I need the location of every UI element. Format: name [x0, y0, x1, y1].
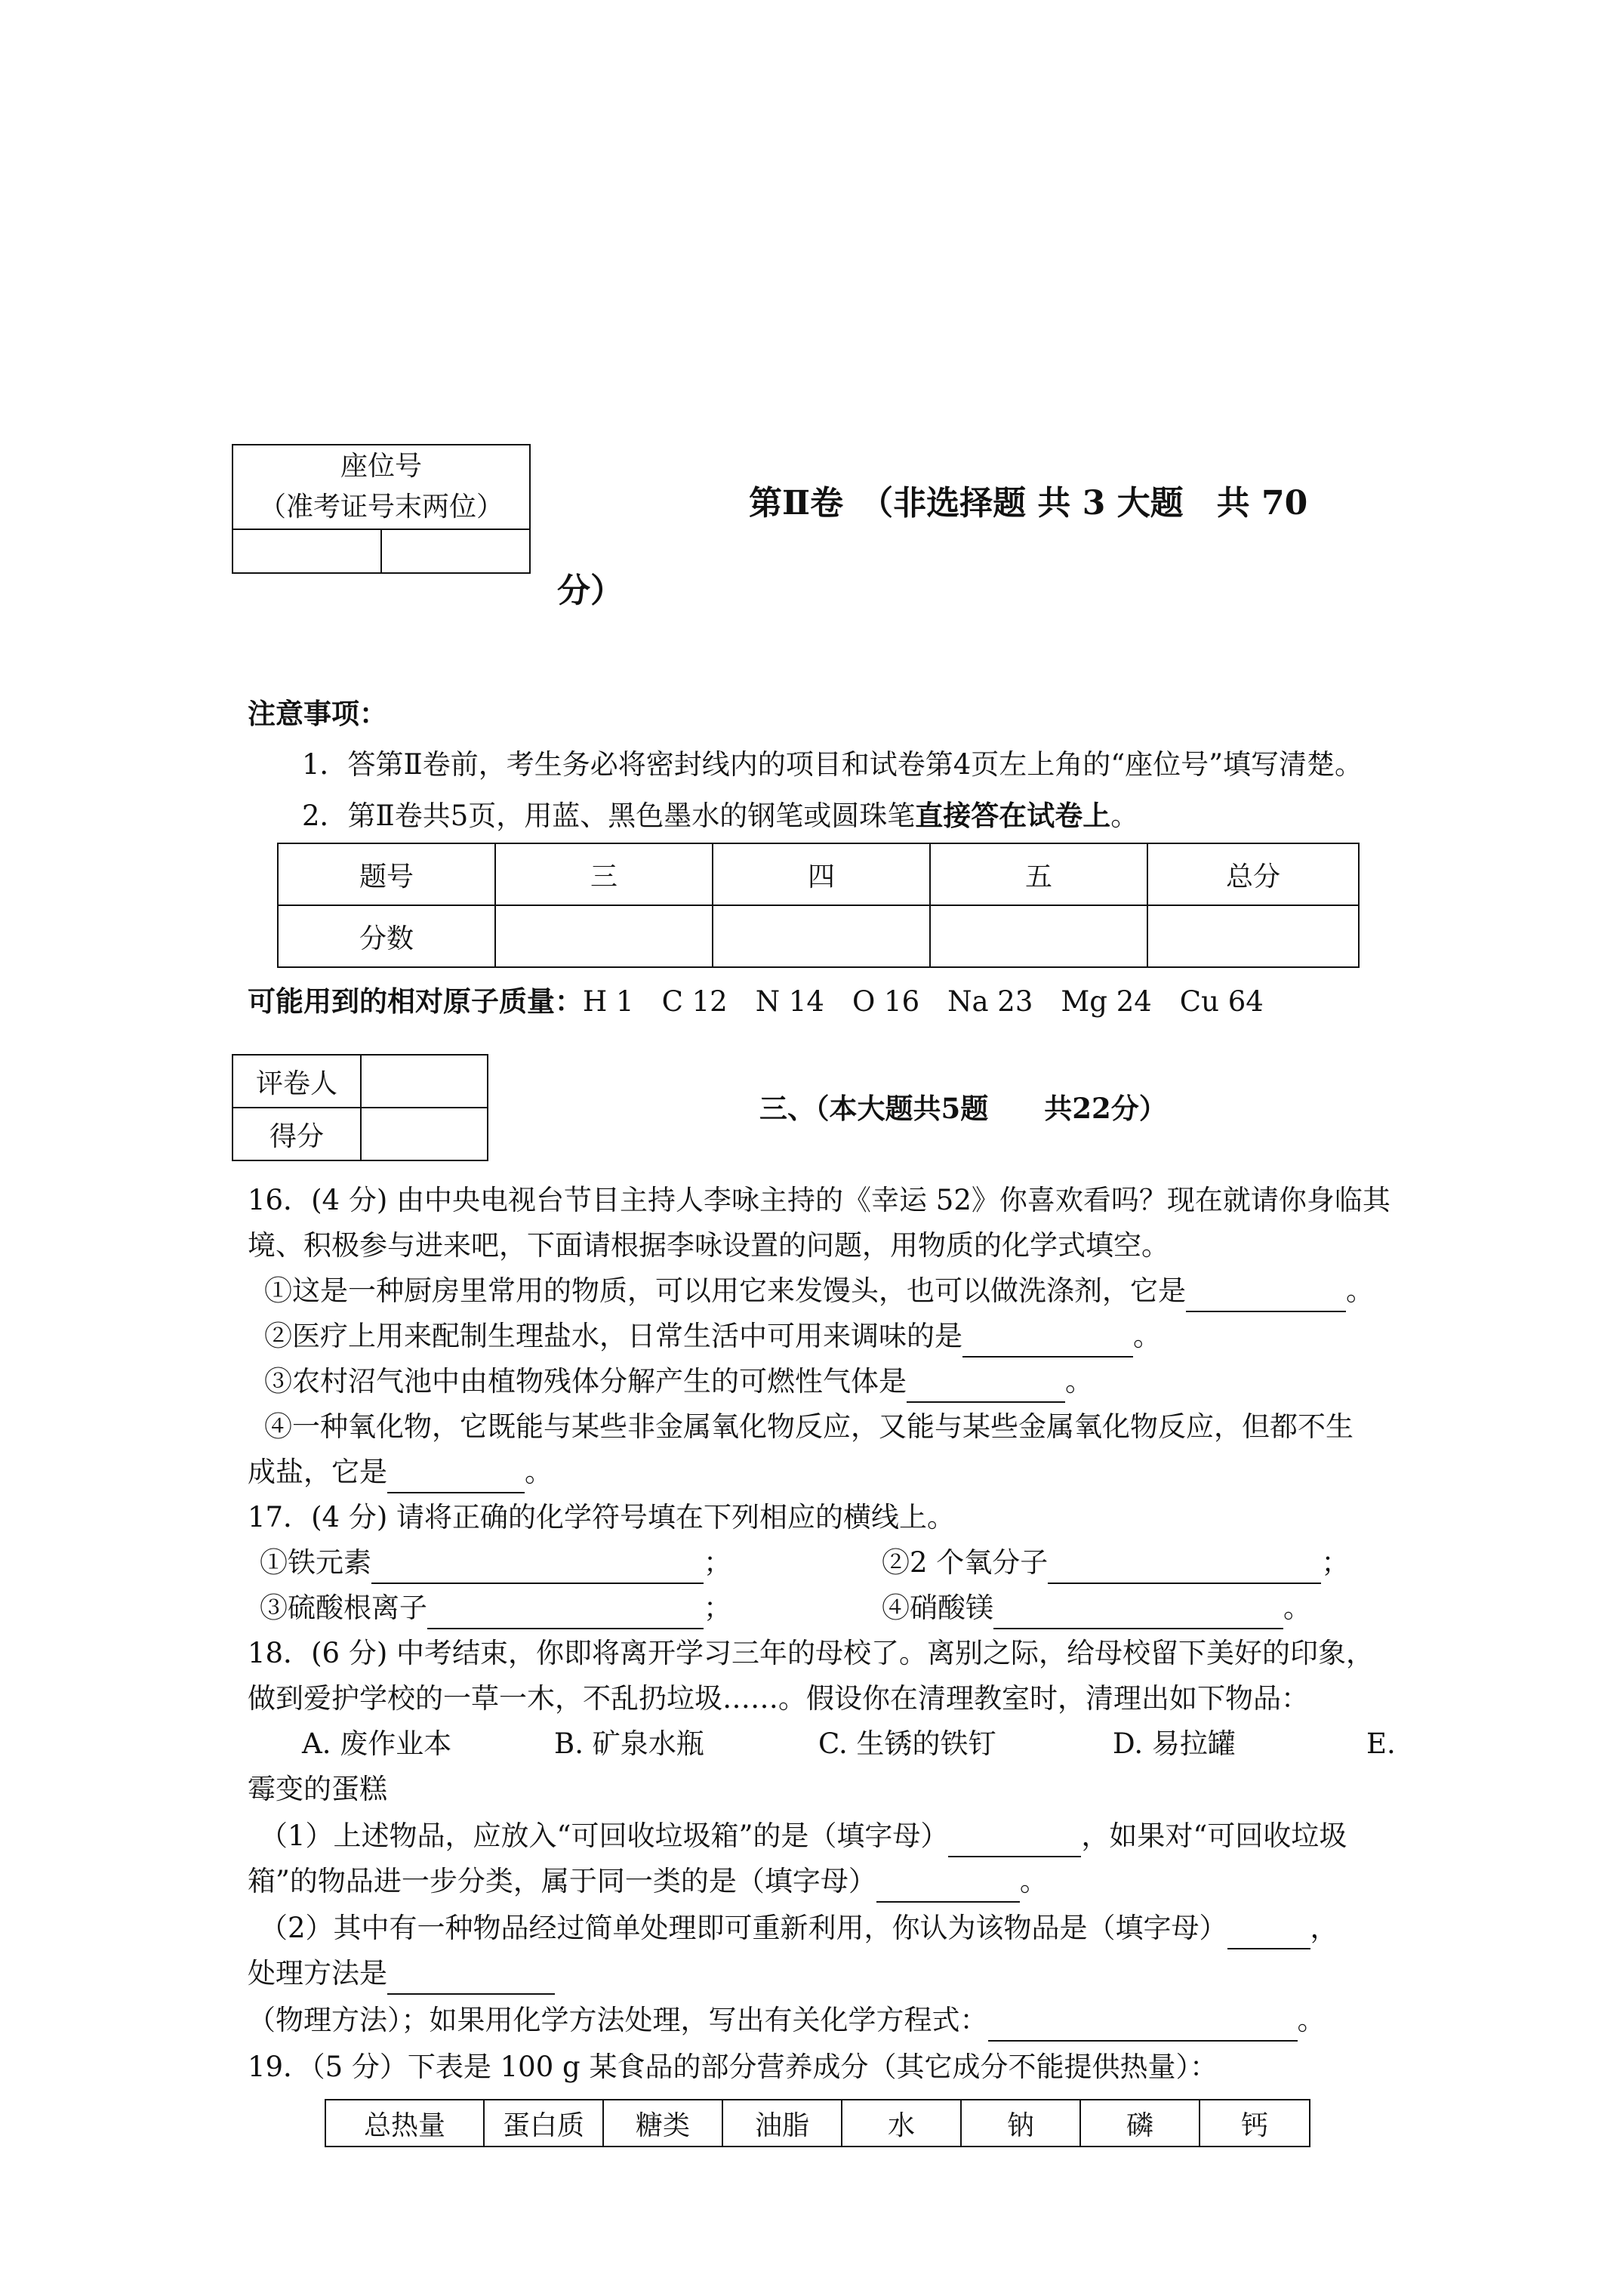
q18-line-1: 18．(6 分) 中考结束，你即将离开学习三年的母校了。离别之际，给母校留下美好的印象，: [248, 1637, 1375, 1669]
q16-item-4-text: 成盐，它是: [248, 1456, 387, 1488]
q18-option-e-text: 霉变的蛋糕: [248, 1773, 387, 1805]
q16-item-2: [264, 1315, 1161, 1358]
atomic-mass-line: [248, 978, 1264, 1019]
q16-answer-3[interactable]: [907, 1371, 1065, 1403]
q16-answer-4[interactable]: [387, 1462, 525, 1493]
q17-item-b-text: ②2 个氧分子: [882, 1546, 1049, 1579]
notice-item-2-text: 2．第Ⅱ卷共5页，用蓝、黑色墨水的钢笔或圆珠笔: [302, 800, 916, 832]
q16-line-2: 境、积极参与进来吧，下面请根据李咏设置的问题，用物质的化学式填空。: [248, 1229, 1169, 1262]
q17-item-a-text: ①铁元素: [260, 1546, 371, 1579]
q18-part-2-text-3: （物理方法）；如果用化学方法处理，写出有关化学方程式：: [248, 2004, 988, 2036]
q17-item-c: [260, 1587, 731, 1629]
notice-item-2-end: 。: [1110, 800, 1139, 832]
q18-answer-equation[interactable]: [988, 2010, 1298, 2042]
q17-item-b: [882, 1542, 1349, 1584]
q18-part-1-text-2: ，如果对“可回收垃圾: [1081, 1820, 1347, 1852]
score-table: [277, 843, 1360, 968]
q18-option-c: C. 生锈的铁钉: [818, 1727, 996, 1760]
section-title-line2: 分）: [557, 572, 624, 610]
q18-option-b: B. 矿泉水瓶: [554, 1727, 704, 1760]
q18-part-2-cont: [248, 1952, 555, 1995]
q18-part-1: [260, 1815, 1347, 1857]
score-header-question-no: 题号: [278, 843, 495, 905]
nutrition-header-protein: 蛋白质: [484, 2100, 603, 2147]
grader-box: [232, 1054, 488, 1161]
nutrition-header-phosphorus: 磷: [1080, 2100, 1200, 2147]
nutrition-header-total-heat: 总热量: [325, 2100, 484, 2147]
q17-item-c-text: ③硫酸根离子: [260, 1592, 427, 1624]
notice-item-1: 1．答第Ⅱ卷前，考生务必将密封线内的项目和试卷第4页左上角的“座位号”填写清楚。: [302, 748, 1363, 781]
section-score-label: 得分: [233, 1108, 361, 1160]
q18-part-2-cont-2: [248, 1999, 1326, 2042]
score-row-label: 分数: [278, 905, 495, 967]
q18-answer-2a[interactable]: [1227, 1918, 1310, 1949]
nutrition-table: [325, 2099, 1310, 2147]
score-table-header-row: [278, 843, 1359, 905]
q17-item-d: [882, 1587, 1311, 1629]
q16-line-1: 16．(4 分) 由中央电视台节目主持人李咏主持的《幸运 52》你喜欢看吗？现在就请你身临其: [248, 1184, 1390, 1216]
q18-part-1-text: （1）上述物品，应放入“可回收垃圾箱”的是（填字母）: [260, 1820, 949, 1852]
q16-item-2-period: 。: [1133, 1320, 1161, 1352]
section-3-heading: 三、（本大题共5题 共22分）: [759, 1092, 1167, 1125]
q16-item-3-period: 。: [1065, 1365, 1093, 1398]
notice-item-2: [302, 793, 1138, 834]
nutrition-header-fat: 油脂: [722, 2100, 842, 2147]
section-title-line1: 第Ⅱ卷 （非选择题 共 3 大题 共 70: [749, 484, 1308, 522]
q16-item-4: ④一种氧化物，它既能与某些非金属氧化物反应，又能与某些金属氧化物反应，但都不生: [264, 1410, 1354, 1443]
score-header-section-3: 三: [495, 843, 713, 905]
seat-number-label-cell: [233, 445, 530, 529]
q18-part-2-comma: ，: [1310, 1912, 1338, 1944]
q18-answer-1b[interactable]: [876, 1871, 1020, 1903]
q17-answer-b[interactable]: [1048, 1552, 1321, 1584]
q16-item-1-text: ①这是一种厨房里常用的物质，可以用它来发馒头，也可以做洗涤剂，它是: [264, 1274, 1186, 1307]
score-cell-section-5[interactable]: [930, 905, 1147, 967]
atomic-mass-label: 可能用到的相对原子质量：: [248, 985, 583, 1018]
q16-item-2-text: ②医疗上用来配制生理盐水，日常生活中可用来调味的是: [264, 1320, 962, 1352]
q17-line-1: 17．(4 分) 请将正确的化学符号填在下列相应的横线上。: [248, 1501, 956, 1533]
seat-digit-1[interactable]: [233, 529, 381, 573]
grader-field[interactable]: [361, 1055, 488, 1108]
score-cell-section-3[interactable]: [495, 905, 713, 967]
q18-part-1-period: 。: [1019, 1865, 1048, 1897]
score-header-section-5: 五: [930, 843, 1147, 905]
q18-answer-1a[interactable]: [948, 1826, 1081, 1857]
q18-answer-2b[interactable]: [387, 1963, 555, 1995]
q16-answer-2[interactable]: [962, 1326, 1133, 1358]
nutrition-header-water: 水: [842, 2100, 961, 2147]
nutrition-header-calcium: 钙: [1200, 2100, 1310, 2147]
seat-digit-2[interactable]: [381, 529, 530, 573]
q18-option-d: D. 易拉罐: [1113, 1727, 1236, 1760]
q18-line-2: 做到爱护学校的一草一木，不乱扔垃圾……。假设你在清理教室时，清理出如下物品：: [248, 1682, 1309, 1715]
q17-answer-a[interactable]: [371, 1552, 704, 1584]
q17-item-b-semi: ；: [1321, 1546, 1350, 1579]
q16-item-1: [264, 1270, 1374, 1312]
q17-item-a-semi: ；: [704, 1546, 731, 1579]
q18-part-2: [260, 1907, 1338, 1949]
q16-item-4-period: 。: [525, 1456, 553, 1488]
seat-number-hint: （准考证号末两位）: [258, 492, 504, 522]
section-score-field[interactable]: [361, 1108, 488, 1160]
q18-part-1-cont: [248, 1860, 1048, 1903]
q16-item-4-cont: [248, 1451, 553, 1493]
q17-item-d-period: 。: [1283, 1592, 1311, 1624]
score-cell-section-4[interactable]: [713, 905, 930, 967]
q16-item-3: [264, 1361, 1093, 1403]
q18-part-2-text: （2）其中有一种物品经过简单处理即可重新利用，你认为该物品是（填字母）: [260, 1912, 1227, 1944]
q19-line-1: 19．（5 分）下表是 100 g 某食品的部分营养成分（其它成分不能提供热量）：: [248, 2051, 1218, 2083]
notice-heading: 注意事项：: [248, 697, 387, 730]
score-header-section-4: 四: [713, 843, 930, 905]
q18-option-e-letter: E.: [1366, 1727, 1396, 1760]
score-table-score-row: [278, 905, 1359, 967]
seat-number-label: 座位号: [340, 451, 422, 482]
q18-option-a: A. 废作业本: [302, 1727, 452, 1760]
nutrition-header-sodium: 钠: [961, 2100, 1080, 2147]
score-cell-total[interactable]: [1147, 905, 1359, 967]
q17-item-a: [260, 1542, 731, 1584]
seat-number-box: [232, 444, 531, 574]
nutrition-header-sugar: 糖类: [603, 2100, 722, 2147]
q16-answer-1[interactable]: [1186, 1281, 1346, 1312]
q17-item-c-semi: ；: [704, 1592, 731, 1624]
q17-answer-d[interactable]: [993, 1598, 1283, 1629]
q18-part-2-period: 。: [1297, 2004, 1326, 2036]
q16-item-1-period: 。: [1346, 1274, 1374, 1307]
q17-item-d-text: ④硝酸镁: [882, 1592, 993, 1624]
q16-item-3-text: ③农村沼气池中由植物残体分解产生的可燃性气体是: [264, 1365, 907, 1398]
notice-item-2-emphasis: 直接答在试卷上: [915, 799, 1111, 832]
grader-label: 评卷人: [233, 1055, 361, 1108]
q18-part-2-text-2: 处理方法是: [248, 1957, 387, 1989]
atomic-mass-values: H 1 C 12 N 14 O 16 Na 23 Mg 24 Cu 64: [583, 985, 1264, 1018]
score-header-total: 总分: [1147, 843, 1359, 905]
q18-part-1-text-3: 箱”的物品进一步分类，属于同一类的是（填字母）: [248, 1865, 876, 1897]
nutrition-table-header-row: [325, 2100, 1310, 2147]
q17-answer-c[interactable]: [427, 1598, 704, 1629]
